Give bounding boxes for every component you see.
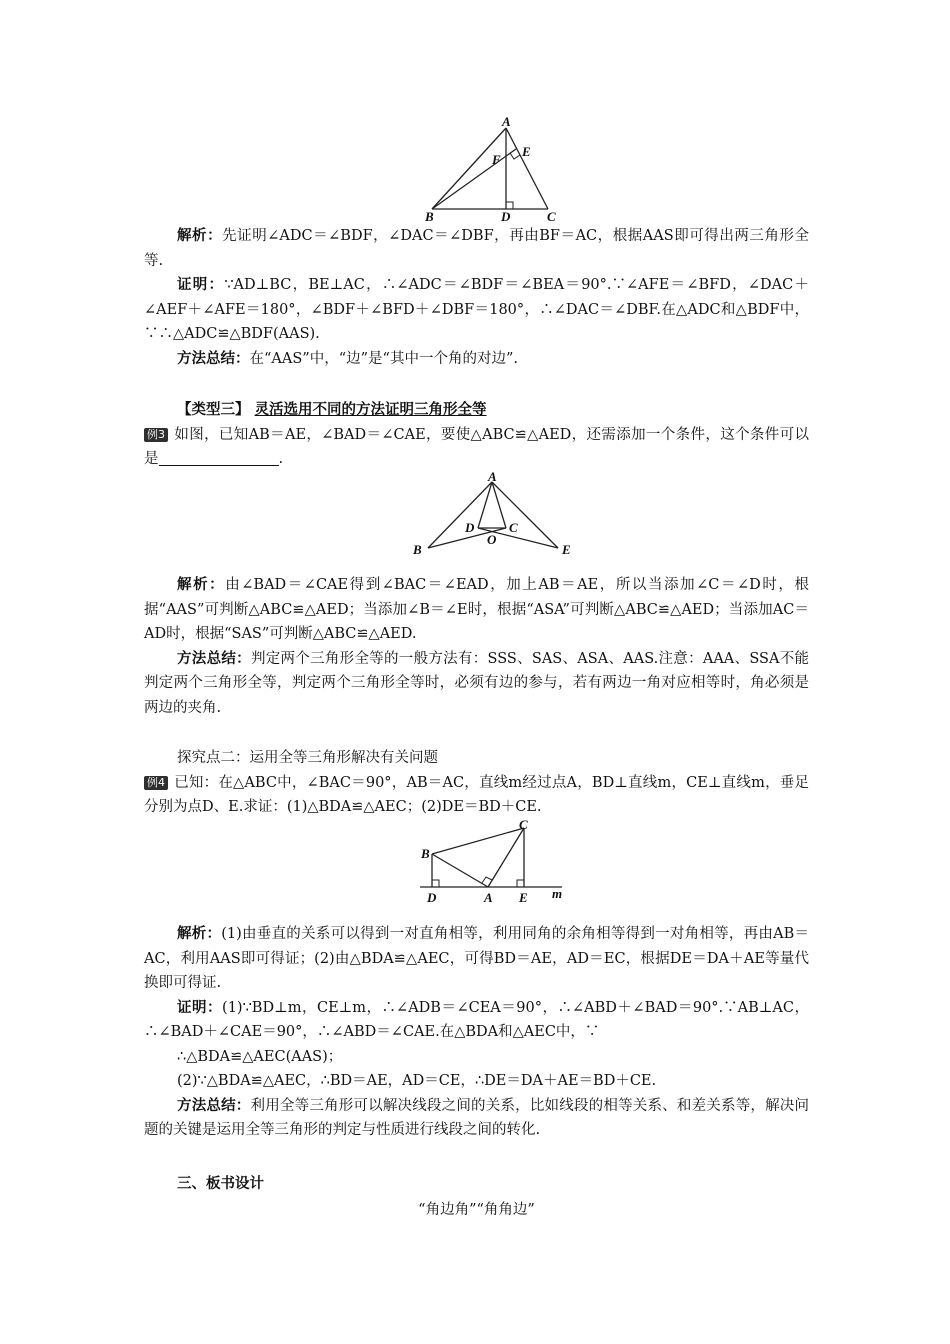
section3-subtitle: “角边角”“角角边” <box>418 1202 535 1218</box>
ex2-proof: 证明：∵AD⊥BC，BE⊥AC，∴∠ADC＝∠BDF＝∠BEA＝90°.∵∠AFE＝∠BFD，∠DAC＋∠AEF＋∠AFE＝180°，∠BDF＋∠BFD＋∠DBF＝180°，∴∠DAC＝∠DBF.在△ADC和△BDF中，∵∴△ADC≌△BDF(AAS). <box>144 277 809 342</box>
right-angle-mark-d <box>506 202 513 209</box>
right-angle-mark-e <box>510 153 520 159</box>
ex4-proof: 证明：(1)∵BD⊥m，CE⊥m，∴∠ADB＝∠CEA＝90°，∴∠ABD＋∠BAD＝90°.∵AB⊥AC，∴∠BAD＋∠CAE＝90°，∴∠ABD＝∠CAE.在△BDA和△AEC中，∵ <box>144 999 810 1040</box>
label-c: C <box>509 520 518 535</box>
figure-two-triangles <box>408 470 578 560</box>
label-a: A <box>484 890 493 905</box>
label-b: B <box>425 209 434 224</box>
ex4-proof-conclusion: ∴△BDA≌△AEC(AAS)； <box>177 1048 343 1065</box>
label-e: E <box>522 144 531 159</box>
ex3-analysis: 解析：由∠BAD＝∠CAE得到∠BAC＝∠EAD，加上AB＝AE，所以当添加∠C＝∠D时，根据“AAS”可判断△ABC≌△AED；当添加∠B＝∠E时，根据“ASA”可判断△ABC≌△AED；当添加AC＝AD时，根据“SAS”可判断△ABC≌△AED. <box>144 577 810 642</box>
type3-block <box>144 398 809 472</box>
label-e: E <box>562 542 571 557</box>
label-d: D <box>501 209 511 224</box>
ex2-analysis: 解析：先证明∠ADC＝∠BDF，∠DAC＝∠DBF，再由BF＝AC，根据AAS即可得出两三角形全等. <box>144 228 810 269</box>
segment-be <box>432 149 516 209</box>
example3-block <box>144 573 809 720</box>
right-angle-mark-e <box>517 880 524 887</box>
label-a: A <box>488 469 497 484</box>
point2-question: 例4 已知：在△ABC中，∠BAC＝90°，AB＝AC，直线m经过点A，BD⊥直线m，CE⊥直线m，垂足分别为点D、E.求证：(1)△BDA≌△AEC；(2)DE＝BD＋CE. <box>144 774 809 815</box>
figure-right-isosceles-line-m <box>412 816 572 908</box>
section3-title: 三、板书设计 <box>177 1176 264 1192</box>
example-badge: 例4 <box>144 776 168 790</box>
ex4-summary: 方法总结：利用全等三角形可以解决线段之间的关系，比如线段的相等关系、和差关系等，解决问题的关键是运用全等三角形的判定与性质进行线段之间的转化. <box>144 1097 810 1138</box>
segment-ac <box>506 128 548 209</box>
answer-blank[interactable] <box>159 451 279 466</box>
figure-triangle-abc-altitudes <box>420 114 570 226</box>
ex4-analysis: 解析：(1)由垂直的关系可以得到一对直角相等，利用同角的余角相等得到一对角相等，再由AB＝AC，利用AAS即可得证；(2)由△BDA≌△AEC，可得BD＝AE，AD＝EC，根据DE＝DA＋AE等量代换即可得证. <box>144 926 810 991</box>
label-c: C <box>547 209 556 224</box>
ex3-summary: 方法总结：判定两个三角形全等的一般方法有：SSS、SAS、ASA、AAS.注意：AAA、SSA不能判定两个三角形全等，判定两个三角形全等时，必须有边的参与，若有两边一角对应相等时，角必须是两边的夹角. <box>144 650 810 716</box>
right-angle-mark-d <box>432 880 439 887</box>
ex2-summary: 方法总结：在“AAS”中，“边”是“其中一个角的对边”. <box>177 350 518 367</box>
point2-title: 探究点二：运用全等三角形解决有关问题 <box>177 750 438 766</box>
label-a: A <box>502 114 511 129</box>
type3-question: 例3 如图，已知AB＝AE，∠BAD＝∠CAE，要使△ABC≌△AED，还需添加一个条件，这个条件可以是 . <box>144 426 809 467</box>
label-c: C <box>519 817 528 832</box>
section3-block <box>144 1172 809 1197</box>
label-d: D <box>465 520 475 535</box>
example-badge: 例3 <box>144 428 168 442</box>
example4-block <box>144 922 809 1143</box>
label-f: F <box>492 152 501 167</box>
ex4-proof-part2: (2)∵△BDA≌△AEC，∴BD＝AE，AD＝CE，∴DE＝DA＋AE＝BD＋CE. <box>177 1073 657 1089</box>
label-m: m <box>552 886 563 901</box>
label-b: B <box>421 846 430 861</box>
example2-block <box>144 224 809 371</box>
point2-block <box>144 746 809 820</box>
type3-heading: 【类型三】 灵活选用不同的方法证明三角形全等 <box>177 402 487 418</box>
label-d: D <box>427 890 437 905</box>
label-b: B <box>413 542 422 557</box>
label-o: O <box>487 532 497 547</box>
segment-ab <box>432 128 506 209</box>
label-e: E <box>519 890 528 905</box>
segment-ab <box>432 854 488 887</box>
